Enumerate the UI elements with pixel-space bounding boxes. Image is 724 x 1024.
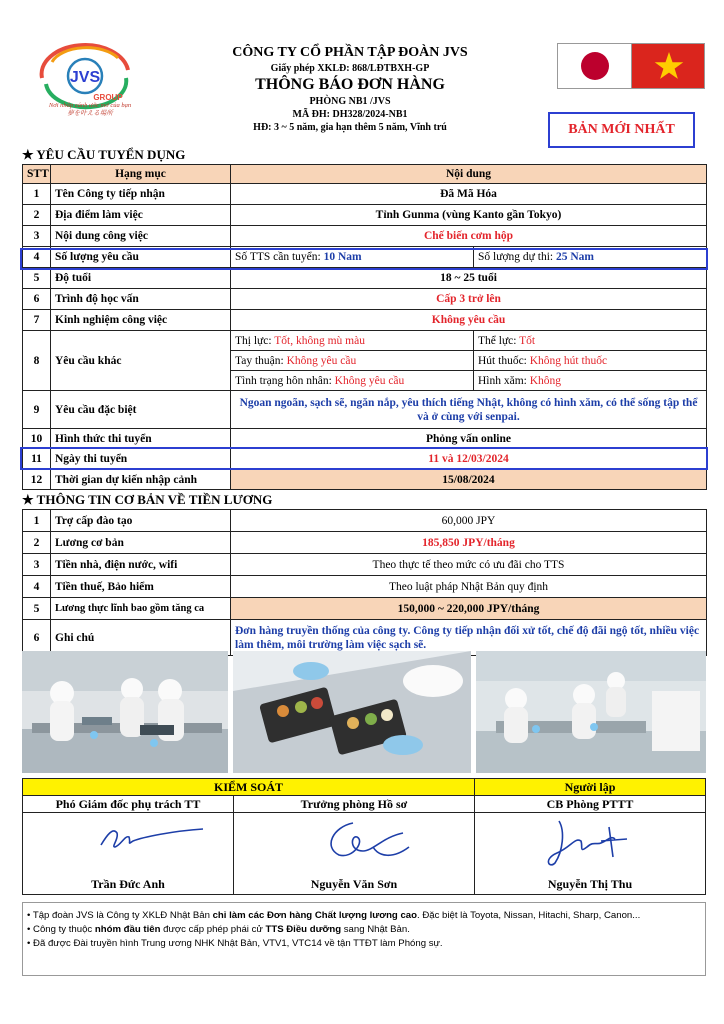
signature-2 [313,817,423,867]
section-title-salary: ★ THÔNG TIN CƠ BẢN VỀ TIỀN LƯƠNG [22,492,273,507]
logo-sub: GROUP [93,93,123,102]
col-header-item: Hạng mục [51,165,231,184]
section-title-recruitment: ★ YÊU CẦU TUYỂN DỤNG [22,147,186,162]
table-row: 2 Lương cơ bản 185,850 JPY/tháng [23,532,707,554]
table-row: 12 Thời gian dự kiến nhập cảnh 15/08/2024 [23,470,707,490]
signoff-table [22,778,706,895]
col-header-stt: STT [23,165,51,184]
creator-heading: Người lập [564,780,616,794]
table-subrow: Tay thuận: Không yêu cầu Hút thuốc: Không hút thuốc [23,351,707,371]
role-staff: CB Phòng PTTT [546,797,634,811]
company-notes [22,902,706,976]
table-row: 3 Nội dung công việc Chế biến cơm hộp [23,226,707,247]
table-row: 6 Ghi chú Đơn hàng truyền thống của công ty. Công ty tiếp nhận đối xử tốt, chế độ đãi ngộ tốt, nhiều việc làm thêm, môi trường làm việc sạch sẽ. [23,620,707,656]
vietnam-flag-icon [632,44,705,88]
contract-term: HĐ: 3 ~ 5 năm, gia hạn thêm 5 năm, Vĩnh trú [253,122,447,133]
table-row: 10 Hình thức thi tuyển Phỏng vấn online [23,429,707,449]
recruitment-table [22,164,707,490]
table-subrow: Tình trạng hôn nhân: Không yêu cầu Hình xăm: Không [23,371,707,391]
table-row: 1 Tên Công ty tiếp nhận Đã Mã Hóa [23,184,707,205]
table-row: 1 Trợ cấp đào tạo 60,000 JPY [23,510,707,532]
table-row: 5 Độ tuổi 18 ~ 25 tuổi [23,268,707,289]
table-row: 4 Tiền thuế, Bảo hiểm Theo luật pháp Nhật Bản quy định [23,576,707,598]
company-name: CÔNG TY CỔ PHẦN TẬP ĐOÀN JVS [232,45,468,60]
highlight-quantity-row [20,248,708,270]
factory-photo-1 [22,651,228,773]
control-heading: KIỂM SOÁT [213,780,283,794]
page-title: THÔNG BÁO ĐƠN HÀNG [255,76,445,93]
department: PHÒNG NB1 /JVS [309,96,391,107]
license: Giấy phép XKLĐ: 868/LĐTBXH-GP [270,63,430,74]
signer-name-2: Nguyễn Văn Sơn [310,877,398,891]
logo-motto: Nơi nhấp cánh ước mơ của bạn 夢を叶える場所 [48,102,132,117]
header [180,44,520,134]
order-code: MÃ ĐH: DH328/2024-NB1 [292,109,408,120]
role-vice-director: Phó Giám đốc phụ trách TT [55,797,201,811]
salary-table [22,509,707,656]
table-row: 4 Số lượng yêu cầu Số TTS cần tuyển: 10 Nam Số lượng dự thi: 25 Nam [23,247,707,268]
japan-flag-icon [558,44,632,88]
table-row: 2 Địa điểm làm việc Tỉnh Gunma (vùng Kanto gần Tokyo) [23,205,707,226]
table-row: 8 Yêu cầu khác Thị lực: Tốt, không mù màu Thể lực: Tốt [23,331,707,351]
quota-exam: Số lượng dự thi: 25 Nam [474,247,707,268]
table-row: 7 Kinh nghiệm công việc Không yêu cầu [23,310,707,331]
table-row: 6 Trình độ học vấn Cấp 3 trở lên [23,289,707,310]
col-header-content: Nội dung [231,165,707,184]
signer-name-1: Trần Đức Anh [91,877,165,891]
note-line: • Công ty thuộc nhóm đầu tiên được cấp phép phái cử TTS Điều dưỡng sang Nhật Bản. [27,924,410,935]
signature-3 [535,817,645,871]
factory-photo-2 [233,651,471,773]
signature-1 [93,817,213,867]
note-line: • Đã được Đài truyền hình Trung ương NHK Nhật Bản, VTV1, VTC14 về tận TTĐT làm Phóng sự. [27,938,443,949]
table-row: 11 Ngày thi tuyển 11 và 12/03/2024 [23,449,707,470]
table-row: 9 Yêu cầu đặc biệt Ngoan ngoãn, sạch sẽ, ngăn nắp, yêu thích tiếng Nhật, không có hình xăm, có thể sống tập thể và ở cùng với senpai. [23,391,707,429]
note-line: • Tập đoàn JVS là Công ty XKLĐ Nhật Bản chỉ làm các Đơn hàng Chất lượng lương cao. Đặc biệt là Toyota, Nissan, Hitachi, Sharp, Canon... [27,910,641,921]
table-row: 3 Tiền nhà, điện nước, wifi Theo thực tế theo mức có ưu đãi cho TTS [23,554,707,576]
role-records-head: Trưởng phòng Hồ sơ [300,797,408,811]
table-row: 5 Lương thực lĩnh bao gồm tăng ca 150,000 ~ 220,000 JPY/tháng [23,598,707,620]
newest-version-badge: BẢN MỚI NHẤT [548,112,695,148]
flags [557,43,705,89]
signer-name-3: Nguyễn Thị Thu [547,877,633,891]
table-header-row [23,165,707,184]
quota-recruit: Số TTS cần tuyển: 10 Nam [231,247,474,268]
logo-text: JVS [69,69,101,86]
factory-photo-3 [476,651,706,773]
highlight-exam-date-row [20,447,708,470]
